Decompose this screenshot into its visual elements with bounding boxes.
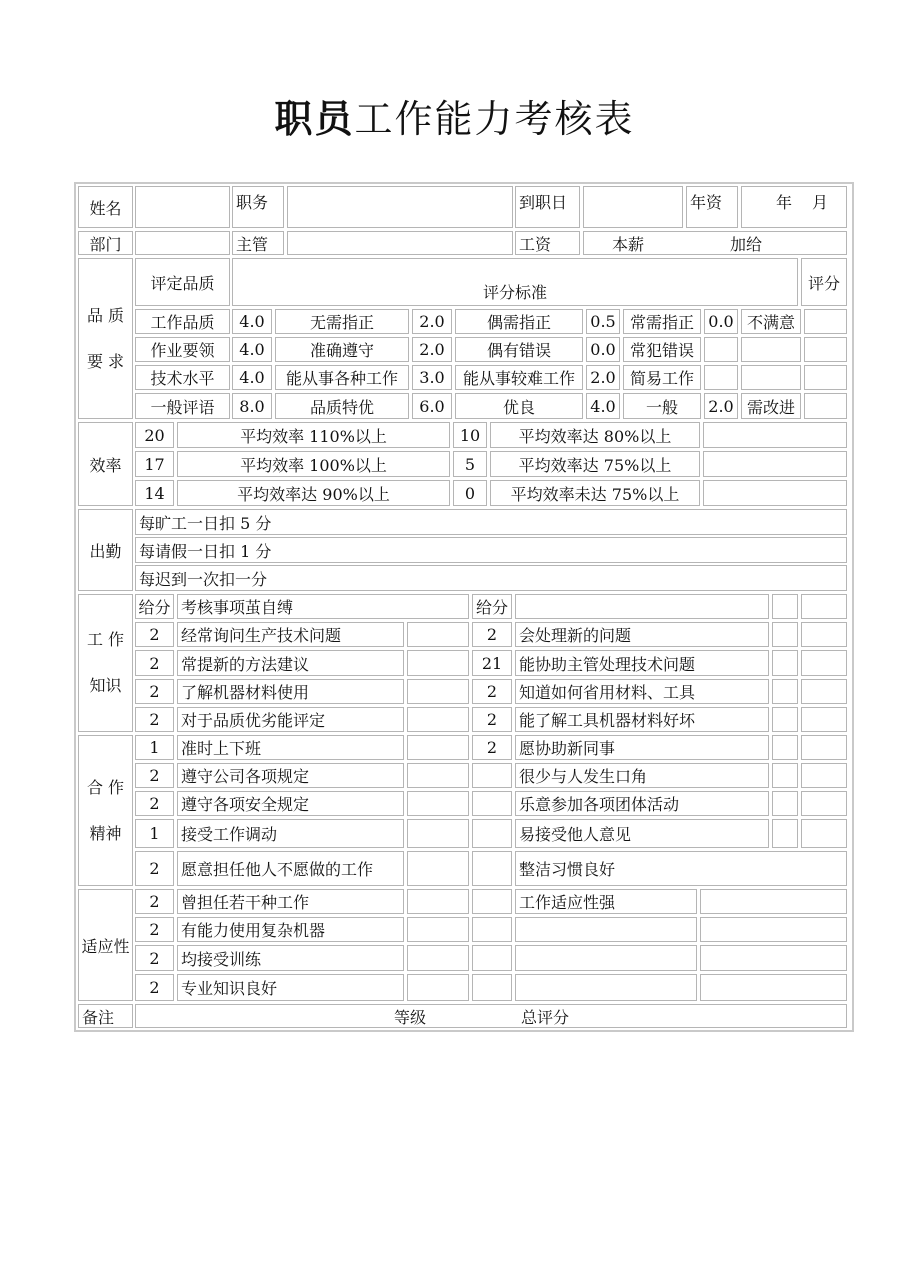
knowledge-score-field[interactable] bbox=[407, 622, 469, 647]
adaptability-score-field[interactable] bbox=[407, 974, 469, 1001]
department-field[interactable] bbox=[135, 231, 230, 255]
efficiency-score-field[interactable] bbox=[703, 451, 847, 477]
knowledge-item-header: 考核事项茧自缚 bbox=[177, 594, 469, 619]
remarks-label: 备注 bbox=[78, 1004, 133, 1028]
cooperation-score-field[interactable] bbox=[407, 819, 469, 848]
supervisor-label: 主管 bbox=[232, 231, 284, 255]
year-label: 年 bbox=[776, 193, 793, 212]
quality-section-label: 品 质 要 求 bbox=[78, 258, 133, 419]
adaptability-score-field[interactable] bbox=[407, 945, 469, 971]
position-label: 职务 bbox=[232, 186, 284, 228]
department-label: 部门 bbox=[78, 231, 133, 255]
seniority-field[interactable] bbox=[741, 186, 847, 228]
salary-field[interactable] bbox=[583, 231, 847, 255]
remarks-field[interactable] bbox=[135, 1004, 847, 1028]
attendance-rule: 每迟到一次扣一分 bbox=[135, 565, 847, 591]
attendance-rule: 每请假一日扣 1 分 bbox=[135, 537, 847, 563]
quality-score-header: 评分 bbox=[801, 258, 847, 306]
quality-score-field[interactable] bbox=[804, 393, 847, 419]
adaptability-score-field[interactable] bbox=[407, 889, 469, 914]
name-label: 姓名 bbox=[78, 186, 133, 228]
cooperation-score-field[interactable] bbox=[407, 763, 469, 788]
cooperation-score-field[interactable] bbox=[407, 735, 469, 760]
knowledge-score-header: 给分 bbox=[135, 594, 174, 619]
salary-label: 工资 bbox=[515, 231, 580, 255]
quality-score-field[interactable] bbox=[804, 365, 847, 390]
name-field[interactable] bbox=[135, 186, 230, 228]
attendance-rule: 每旷工一日扣 5 分 bbox=[135, 509, 847, 535]
adaptability-score-field[interactable] bbox=[407, 917, 469, 942]
attendance-label: 出勤 bbox=[78, 509, 133, 591]
quality-item-header: 评定品质 bbox=[135, 258, 230, 306]
quality-score-field[interactable] bbox=[804, 337, 847, 362]
knowledge-score-field[interactable] bbox=[407, 679, 469, 704]
quality-standard-header: 评分标准 bbox=[232, 258, 798, 306]
seniority-label: 年资 bbox=[686, 186, 738, 228]
month-label: 月 bbox=[812, 193, 829, 212]
position-field[interactable] bbox=[287, 186, 513, 228]
knowledge-score-field[interactable] bbox=[407, 650, 469, 676]
knowledge-score-field[interactable] bbox=[407, 707, 469, 732]
hire-date-field[interactable] bbox=[583, 186, 683, 228]
efficiency-score-field[interactable] bbox=[703, 422, 847, 448]
hire-date-label: 到职日 bbox=[515, 186, 580, 228]
quality-score-field[interactable] bbox=[804, 309, 847, 334]
adaptability-label: 适应性 bbox=[78, 889, 133, 1001]
efficiency-score-field[interactable] bbox=[703, 480, 847, 506]
efficiency-label: 效率 bbox=[78, 422, 133, 506]
supervisor-field[interactable] bbox=[287, 231, 513, 255]
page-title: 职员工作能力考核表 bbox=[274, 97, 635, 141]
base-pay-label: 本薪 bbox=[612, 234, 645, 254]
cooperation-section-label: 合 作 精神 bbox=[78, 735, 133, 886]
knowledge-section-label: 工 作 知识 bbox=[78, 594, 133, 732]
knowledge-score-header-right: 给分 bbox=[472, 594, 512, 619]
grade-label: 等级 bbox=[394, 1007, 427, 1027]
cooperation-score-field[interactable] bbox=[407, 791, 469, 816]
total-score-label: 总评分 bbox=[521, 1007, 570, 1027]
cooperation-score-field[interactable] bbox=[407, 851, 469, 886]
extra-pay-label: 加给 bbox=[730, 234, 763, 254]
